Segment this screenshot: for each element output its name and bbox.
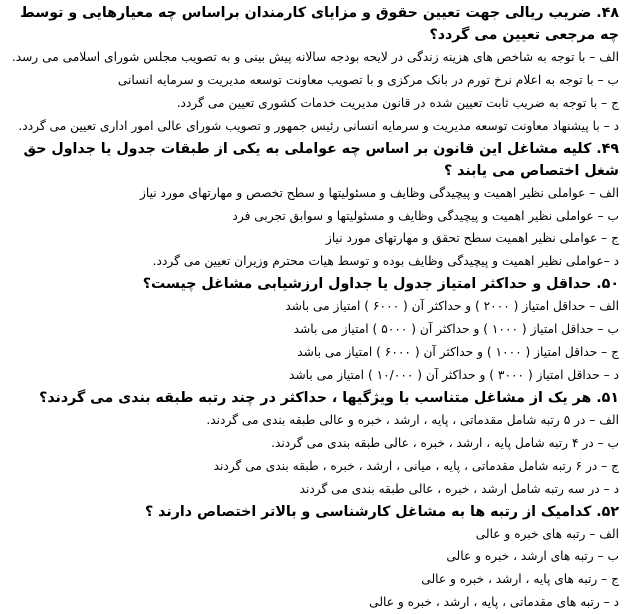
option-alef: الف – رتبه های خبره و عالی [12, 523, 619, 546]
option-alef: الف – عواملی نظیر اهمیت و پیچیدگی وظایف و مسئولیتها و سطح تخصص و مهارتهای مورد نیاز [12, 182, 619, 205]
question-number: ۵۲. [596, 504, 619, 520]
option-jim: ج – حداقل امتیاز ( ۱۰۰۰ ) و حداکثر آن ( ۶۰۰۰ ) امتیاز می باشد [12, 341, 619, 364]
question-48 [12, 2, 619, 138]
option-jim: ج – رتبه های پایه ، ارشد ، خبره و عالی [12, 568, 619, 591]
question-50 [12, 273, 619, 387]
option-jim: ج – با توجه به ضریب ثابت تعیین شده در قانون مدیریت خدمات کشوری تعیین می گردد. [12, 92, 619, 115]
option-dal: د – حداقل امتیاز ( ۳۰۰۰ ) و حداکثر آن ( ۱۰/۰۰۰ ) امتیاز می باشد [12, 364, 619, 387]
option-be: ب – در ۴ رتبه شامل پایه ، ارشد ، خبره ، عالی طبقه بندی می گردند. [12, 432, 619, 455]
question-number: ۵۱. [596, 390, 619, 406]
question-51 [12, 387, 619, 501]
question-text: هر یک از مشاغل متناسب با ویژگیها ، حداکثر در چند رتبه طبقه بندی می گردند؟ [39, 390, 591, 406]
question-text: کدامیک از رتبه ها به مشاغل کارشناسی و بالاتر اختصاص دارند ؟ [145, 504, 591, 520]
option-be: ب – عواملی نظیر اهمیت و پیچیدگی وظایف و مسئولیتها و سوابق تجربی فرد [12, 205, 619, 228]
option-dal: د – در سه رتبه شامل ارشد ، خبره ، عالی طبقه بندی می گردند [12, 478, 619, 501]
question-49 [12, 138, 619, 274]
question-text: کلیه مشاغل این قانون بر اساس چه عواملی به یکی از طبقات جدول یا جداول حق شغل اختصاص می یابند ؟ [23, 141, 619, 179]
question-52 [12, 501, 619, 614]
question-number: ۵۰. [596, 276, 619, 292]
option-be: ب – رتبه های ارشد ، خبره و عالی [12, 545, 619, 568]
option-jim: ج – عواملی نظیر اهمیت سطح تحقق و مهارتهای مورد نیاز [12, 227, 619, 250]
option-dal: د –عواملی نظیر اهمیت و پیچیدگی وظایف بوده و توسط هیات محترم وزیران تعیین می گردد. [12, 250, 619, 273]
question-number: ۴۹. [596, 141, 619, 157]
option-alef: الف – با توجه به شاخص های هزینه زندگی در لایحه بودجه سالانه پیش بینی و به تصویب مجلس شورای اسلامی می رسد. [12, 46, 619, 69]
option-alef: الف – حداقل امتیاز ( ۲۰۰۰ ) و حداکثر آن ( ۶۰۰۰ ) امتیاز می باشد [12, 295, 619, 318]
option-dal: د – رتبه های مقدماتی ، پایه ، ارشد ، خبره و عالی [12, 591, 619, 614]
option-dal: د – با پیشنهاد معاونت توسعه مدیریت و سرمایه انسانی رئیس جمهور و تصویب شورای عالی امور اداری تعیین می گردد. [12, 115, 619, 138]
question-title [12, 273, 619, 295]
option-be: ب – با توجه به اعلام نرخ تورم در بانک مرکزی و با تصویب معاونت توسعه مدیریت و سرمایه انسانی [12, 69, 619, 92]
question-title [12, 138, 619, 182]
question-title [12, 2, 619, 46]
question-title [12, 501, 619, 523]
question-text: حداقل و حداکثر امتیاز جدول یا جداول ارزشیابی مشاغل چیست؟ [143, 276, 592, 292]
option-alef: الف – در ۵ رتبه شامل مقدماتی ، پایه ، ارشد ، خبره و عالی طبقه بندی می گردند. [12, 409, 619, 432]
question-title [12, 387, 619, 409]
question-number: ۴۸. [596, 5, 619, 21]
option-be: ب – حداقل امتیاز ( ۱۰۰۰ ) و حداکثر آن ( ۵۰۰۰ ) امتیاز می باشد [12, 318, 619, 341]
question-text: ضریب ریالی جهت تعیین حقوق و مزایای کارمندان براساس چه معیارهایی و توسط چه مرجعی تعیین می گردد؟ [20, 5, 619, 43]
option-jim: ج – در ۶ رتبه شامل مقدماتی ، پایه ، میانی ، ارشد ، خبره ، طبقه بندی می گردند [12, 455, 619, 478]
